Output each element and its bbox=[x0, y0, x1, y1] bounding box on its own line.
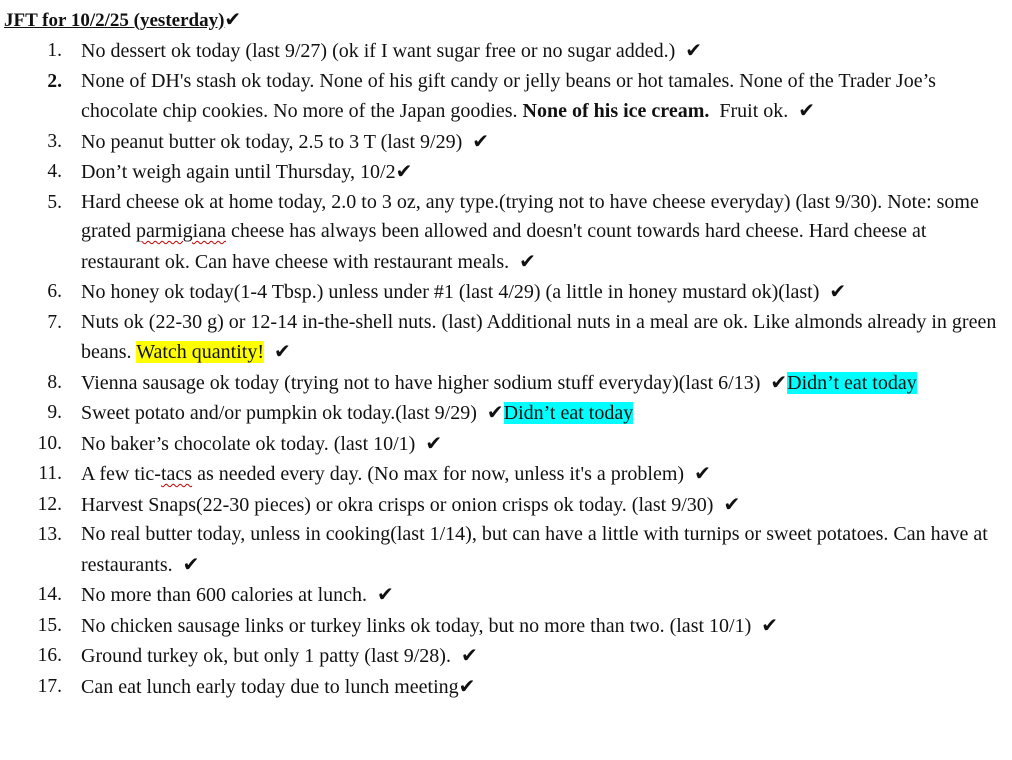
list-item: 6. No honey ok today(1-4 Tbsp.) unless under #1 (last 4/29) (a little in honey mustard ok)(last) ✔ bbox=[0, 277, 1008, 308]
list-item: 7. Nuts ok (22-30 g) or 12-14 in-the-shell nuts. (last) Additional nuts in a meal are ok. Like almonds already in green beans. Watch quantity! ✔ bbox=[0, 308, 1008, 368]
item-number: 1. bbox=[47, 40, 62, 61]
rules-list bbox=[0, 36, 1008, 702]
item-number: 10. bbox=[37, 432, 62, 454]
check-mark-icon: ✔ bbox=[829, 279, 847, 303]
list-item: 2. None of DH's stash ok today. None of his gift candy or jelly beans or hot tamales. None of the Trader Joe’s chocolate chip cookies. No more of the Japan goodies. None of his ice cream. Fruit ok. ✔ bbox=[0, 67, 1008, 127]
list-item: 15. No chicken sausage links or turkey links ok today, but no more than two. (last 10/1) ✔ bbox=[0, 611, 1008, 642]
title-text: JFT for 10/2/25 (yesterday) bbox=[4, 10, 225, 31]
check-mark-icon: ✔ bbox=[486, 400, 504, 424]
item-number: 8. bbox=[47, 371, 62, 393]
check-mark-icon: ✔ bbox=[273, 339, 291, 363]
check-mark-icon: ✔ bbox=[182, 551, 200, 576]
check-mark-icon: ✔ bbox=[761, 612, 779, 637]
check-mark-icon: ✔ bbox=[460, 643, 478, 667]
item-number: 15. bbox=[37, 614, 62, 636]
check-mark-icon: ✔ bbox=[472, 128, 490, 153]
spellcheck-word: tacs bbox=[160, 463, 193, 485]
list-item: 8. Vienna sausage ok today (trying not to have higher sodium stuff everyday)(last 6/13) ✔Didn’t eat today bbox=[0, 368, 1008, 399]
check-mark-icon: ✔ bbox=[798, 98, 816, 122]
item-number: 2. bbox=[47, 70, 62, 92]
check-mark-icon: ✔ bbox=[458, 673, 476, 698]
item-number: 6. bbox=[47, 281, 62, 302]
document-title bbox=[4, 6, 241, 34]
highlight-yellow: Watch quantity! bbox=[136, 341, 264, 363]
list-item: 11. A few tic-tacs as needed every day. (No max for now, unless it's a problem) ✔ bbox=[0, 459, 1008, 490]
item-number: 12. bbox=[37, 493, 62, 515]
check-mark-icon: ✔ bbox=[224, 7, 242, 31]
list-item: 17. Can eat lunch early today due to lunch meeting✔ bbox=[0, 672, 1008, 703]
item-number: 11. bbox=[38, 463, 62, 484]
item-number: 5. bbox=[47, 191, 62, 213]
item-number: 17. bbox=[37, 675, 62, 697]
item-number: 14. bbox=[37, 584, 62, 605]
item-number: 13. bbox=[37, 524, 62, 545]
list-item: 1. No dessert ok today (last 9/27) (ok if I want sugar free or no sugar added.) ✔ bbox=[0, 36, 1008, 67]
list-item: 12. Harvest Snaps(22-30 pieces) or okra crisps or onion crisps ok today. (last 9/30) ✔ bbox=[0, 490, 1008, 521]
list-item: 9. Sweet potato and/or pumpkin ok today.(last 9/29) ✔Didn’t eat today bbox=[0, 398, 1008, 429]
check-mark-icon: ✔ bbox=[723, 491, 741, 516]
item-number: 16. bbox=[37, 645, 62, 666]
check-mark-icon: ✔ bbox=[519, 248, 536, 273]
item-number: 3. bbox=[47, 130, 62, 152]
check-mark-icon: ✔ bbox=[770, 369, 788, 394]
check-mark-icon: ✔ bbox=[377, 582, 394, 606]
check-mark-icon: ✔ bbox=[425, 430, 443, 455]
spellcheck-word: parmigiana bbox=[135, 220, 226, 242]
check-mark-icon: ✔ bbox=[395, 159, 413, 183]
list-item: 5. Hard cheese ok at home today, 2.0 to 3 oz, any type.(trying not to have cheese everyday) (last 9/30). Note: some grated parmigiana cheese has always been allowed and doesn't count towards hard cheese. Hard cheese at restaurant ok. Can have cheese with restaurant meals. ✔ bbox=[0, 188, 1008, 278]
list-item: 14. No more than 600 calories at lunch. ✔ bbox=[0, 580, 1008, 611]
highlight-cyan: Didn’t eat today bbox=[787, 371, 917, 394]
highlight-cyan: Didn’t eat today bbox=[503, 402, 634, 424]
list-item: 4. Don’t weigh again until Thursday, 10/2✔ bbox=[0, 157, 1008, 188]
item-number: 9. bbox=[47, 402, 62, 423]
bold-emphasis: None of his ice cream. bbox=[522, 100, 710, 122]
item-number: 4. bbox=[47, 161, 62, 182]
list-item: 13. No real butter today, unless in cooking(last 1/14), but can have a little with turnips or sweet potatoes. Can have at restaurants. ✔ bbox=[0, 520, 1008, 580]
check-mark-icon: ✔ bbox=[685, 38, 703, 62]
list-item: 16. Ground turkey ok, but only 1 patty (last 9/28). ✔ bbox=[0, 641, 1008, 672]
check-mark-icon: ✔ bbox=[694, 461, 711, 485]
item-number: 7. bbox=[47, 311, 62, 333]
list-item: 3. No peanut butter ok today, 2.5 to 3 T (last 9/29) ✔ bbox=[0, 127, 1008, 158]
list-item: 10. No baker’s chocolate ok today. (last 10/1) ✔ bbox=[0, 429, 1008, 460]
